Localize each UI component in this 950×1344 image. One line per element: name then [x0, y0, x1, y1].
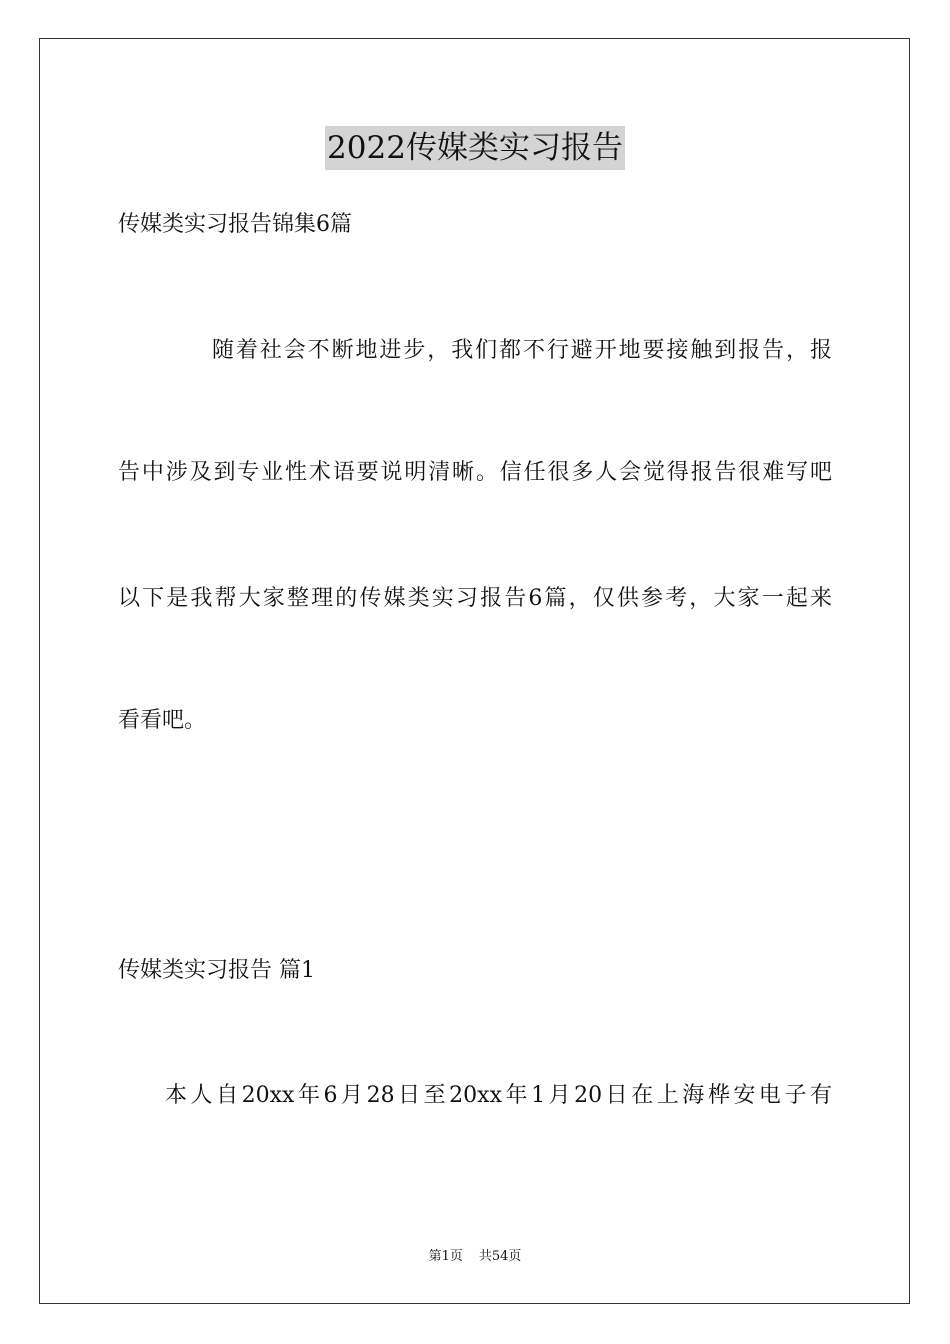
document-title: 2022传媒类实习报告 — [325, 126, 625, 170]
title-container — [0, 126, 950, 170]
body-line-1: 本人自20xx年6月28日至20xx年1月20日在上海桦安电子有 — [165, 1083, 832, 1108]
intro-line-1: 随着社会不断地进步，我们都不行避开地要接触到报告，报 — [212, 338, 832, 363]
page-footer — [0, 1248, 950, 1266]
page-number: 第1页 — [428, 1249, 463, 1264]
intro-line-2: 告中涉及到专业性术语要说明清晰。信任很多人会觉得报告很难写吧 — [118, 460, 832, 485]
intro-line-3: 以下是我帮大家整理的传媒类实习报告6篇，仅供参考，大家一起来 — [118, 586, 832, 611]
intro-line-4: 看看吧。 — [118, 708, 207, 733]
section-heading: 传媒类实习报告 篇1 — [118, 958, 315, 983]
page-total: 共54页 — [478, 1249, 522, 1264]
document-subtitle: 传媒类实习报告锦集6篇 — [118, 212, 352, 237]
